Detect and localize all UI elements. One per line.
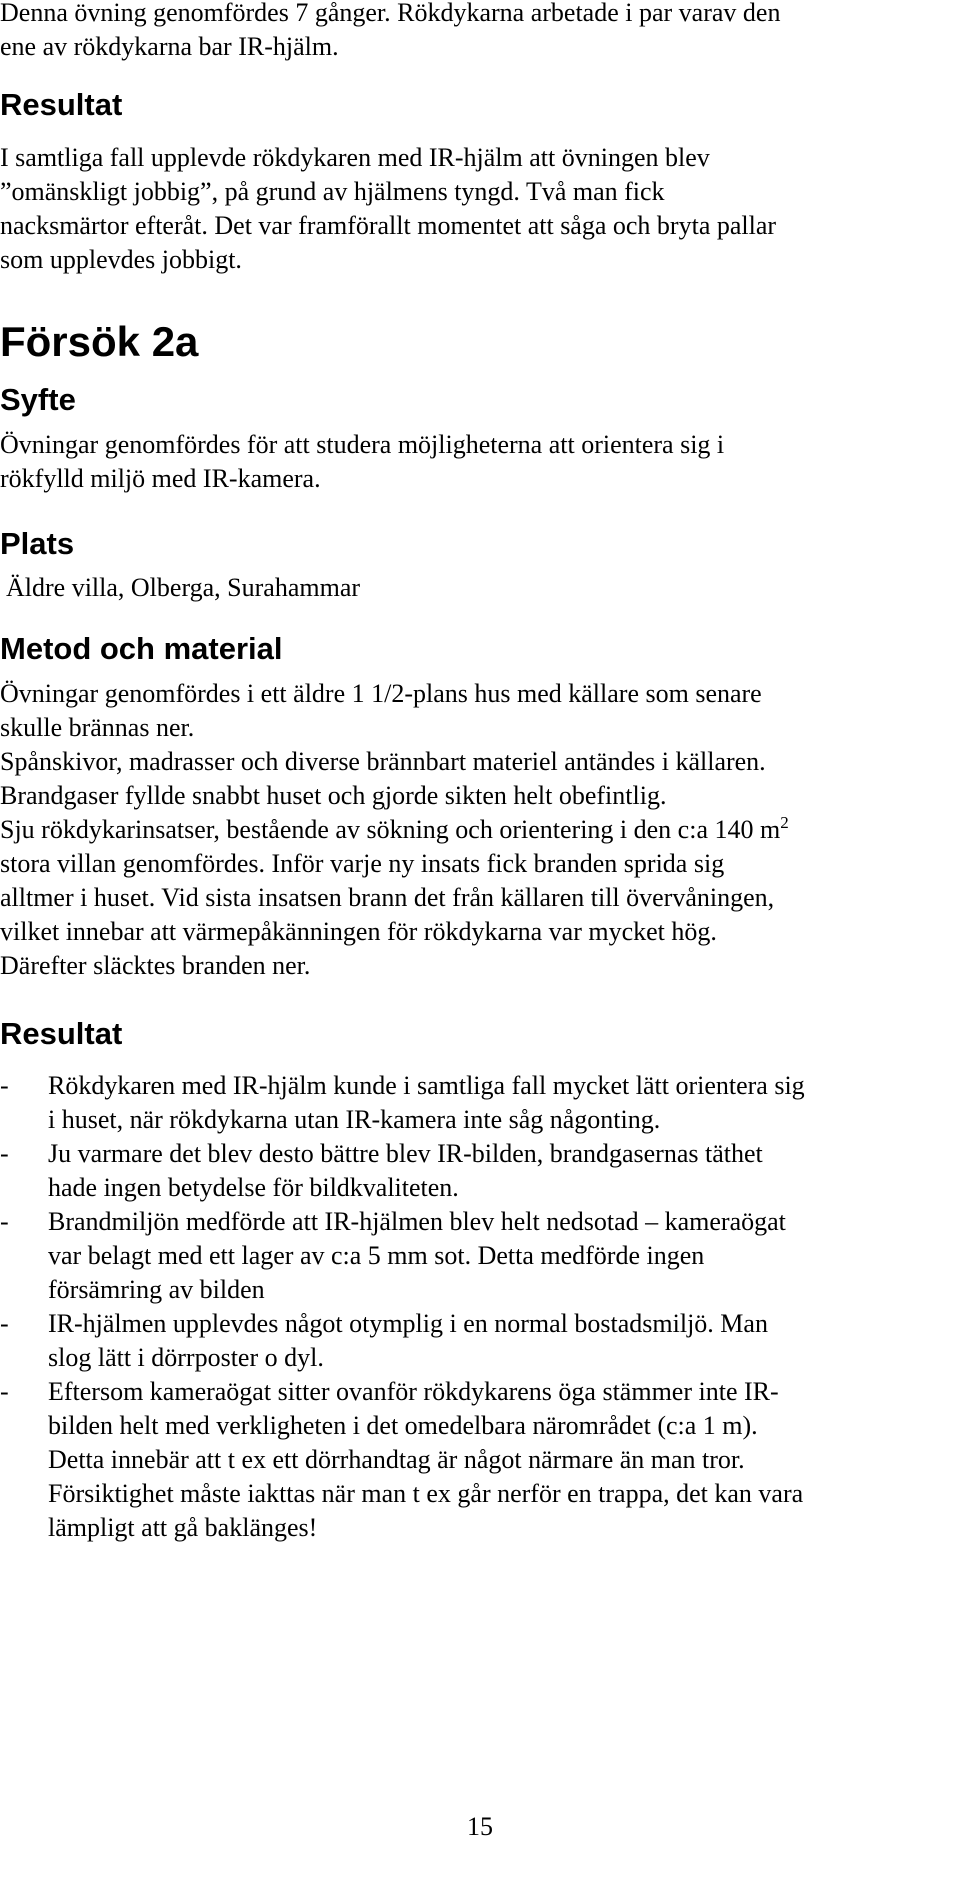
list-item: [0, 1205, 938, 1307]
bullet-dash: -: [0, 1309, 9, 1338]
purpose-heading: Syfte: [0, 382, 76, 417]
trial-heading: Försök 2a: [0, 318, 199, 365]
location-text: Äldre villa, Olberga, Surahammar: [6, 573, 361, 602]
method-line: Därefter släcktes branden ner.: [0, 951, 311, 980]
list-item-line: Försiktighet måste iakttas när man t ex går nerför en trappa, det kan vara: [48, 1479, 804, 1508]
purpose-line: rökfylld miljö med IR-kamera.: [0, 464, 321, 493]
method-line: Sju rökdykarinsatser, bestående av sökning och orientering i den c:a 140 m: [0, 815, 781, 844]
method-line: skulle brännas ner.: [0, 713, 195, 742]
bullet-dash: -: [0, 1207, 9, 1236]
result-line: nacksmärtor efteråt. Det var framförallt momentet att såga och bryta pallar: [0, 211, 777, 240]
list-item: [0, 1307, 938, 1375]
method-line: Brandgaser fyllde snabbt huset och gjorde sikten helt obefintlig.: [0, 781, 667, 810]
list-item-line: bilden helt med verkligheten i det omedelbara närområdet (c:a 1 m).: [48, 1411, 758, 1440]
bullet-dash: -: [0, 1139, 9, 1168]
method-line: alltmer i huset. Vid sista insatsen brann det från källaren till övervåningen,: [0, 883, 775, 912]
bullet-dash: -: [0, 1071, 9, 1100]
list-item-line: i huset, när rökdykarna utan IR-kamera inte såg någonting.: [48, 1105, 661, 1134]
method-line: Övningar genomfördes i ett äldre 1 1/2-plans hus med källare som senare: [0, 679, 762, 708]
intro-paragraph: [0, 0, 938, 64]
list-item-line: Rökdykaren med IR-hjälm kunde i samtliga fall mycket lätt orientera sig: [48, 1071, 805, 1100]
list-item-line: hade ingen betydelse för bildkvaliteten.: [48, 1173, 459, 1202]
list-item-line: Eftersom kameraögat sitter ovanför rökdykarens öga stämmer inte IR-: [48, 1377, 779, 1406]
intro-line: ene av rökdykarna bar IR-hjälm.: [0, 32, 339, 61]
result-line: ”omänskligt jobbig”, på grund av hjälmens tyngd. Två man fick: [0, 177, 665, 206]
method-line: stora villan genomfördes. Inför varje ny insats fick branden sprida sig: [0, 849, 725, 878]
superscript-two: 2: [780, 813, 789, 832]
method-line: vilket innebar att värmepåkänningen för rökdykarna var mycket hög.: [0, 917, 717, 946]
purpose-paragraph: [0, 428, 938, 496]
intro-line: Denna övning genomfördes 7 gånger. Rökdykarna arbetade i par varav den: [0, 0, 781, 27]
location-heading: Plats: [0, 526, 75, 561]
purpose-line: Övningar genomfördes för att studera möjligheterna att orientera sig i: [0, 430, 725, 459]
list-item-line: slog lätt i dörrposter o dyl.: [48, 1343, 324, 1372]
list-item: [0, 1137, 938, 1205]
list-item-line: Brandmiljön medförde att IR-hjälmen blev helt nedsotad – kameraögat: [48, 1207, 786, 1236]
list-item-line: lämpligt att gå baklänges!: [48, 1513, 318, 1542]
result-heading: Resultat: [0, 87, 123, 122]
bullet-dash: -: [0, 1377, 9, 1406]
result-line: som upplevdes jobbigt.: [0, 245, 242, 274]
page-number: 15: [467, 1812, 493, 1841]
list-item-line: var belagt med ett lager av c:a 5 mm sot. Detta medförde ingen: [48, 1241, 705, 1270]
method-line: Spånskivor, madrasser och diverse brännbart materiel antändes i källaren.: [0, 747, 766, 776]
results-heading: Resultat: [0, 1016, 123, 1051]
list-item-line: Detta innebär att t ex ett dörrhandtag är något närmare än man tror.: [48, 1445, 745, 1474]
result-paragraph: [0, 141, 938, 277]
result-line: I samtliga fall upplevde rökdykaren med IR-hjälm att övningen blev: [0, 143, 710, 172]
list-item-line: Ju varmare det blev desto bättre blev IR-bilden, brandgasernas täthet: [48, 1139, 763, 1168]
location-paragraph: [0, 571, 938, 605]
method-paragraph: [0, 677, 938, 983]
list-item: [0, 1375, 938, 1545]
method-line-with-superscript: [0, 813, 938, 847]
list-item-line: IR-hjälmen upplevdes något otymplig i en normal bostadsmiljö. Man: [48, 1309, 768, 1338]
list-item-line: försämring av bilden: [48, 1275, 265, 1304]
results-list: [0, 1069, 938, 1545]
list-item: [0, 1069, 938, 1137]
method-heading: Metod och material: [0, 631, 283, 666]
